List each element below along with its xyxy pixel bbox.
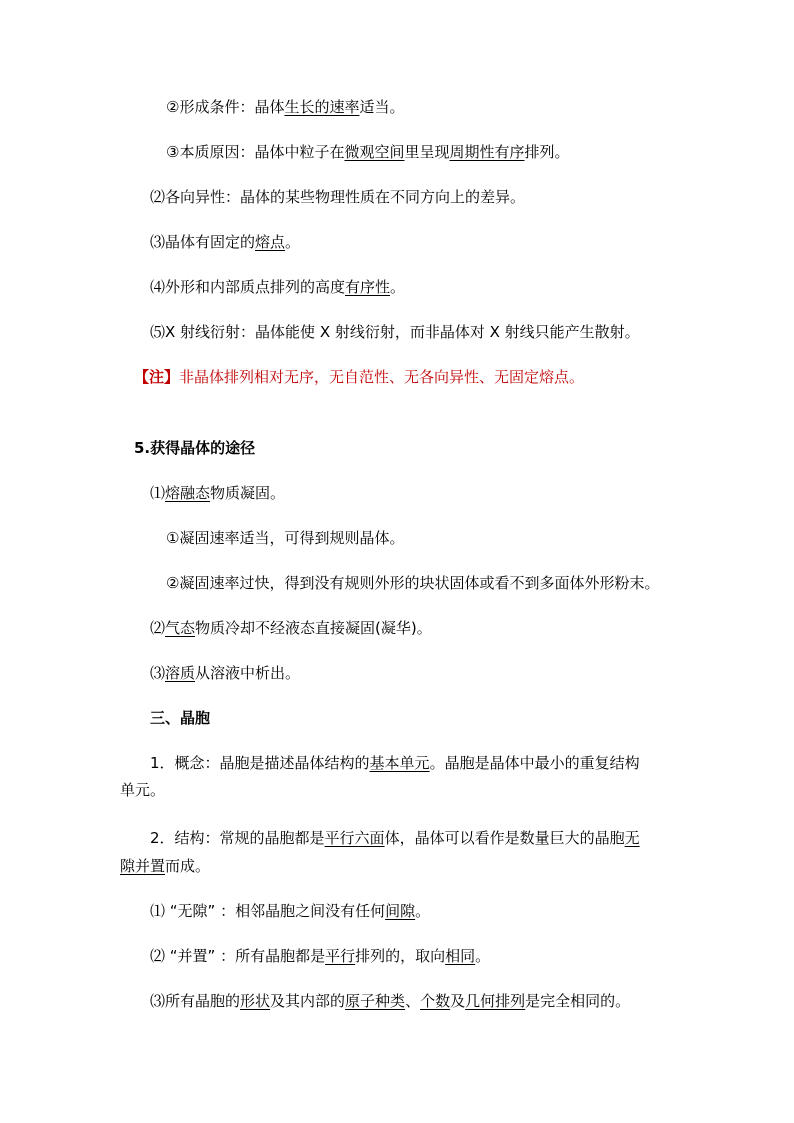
text-line-solute: ⑶溶质从溶液中析出。 [150,664,301,682]
note-line: 【注】非晶体排列相对无序，无自范性、无各向异性、无固定熔点。 [134,368,585,386]
text-line-melt: ⑴熔融态物质凝固。 [150,484,286,502]
text-line-identical: ⑶所有晶胞的形状及其内部的原子种类、个数及几何排列是完全相同的。 [150,992,631,1010]
section-heading-unit-cell: 三、晶胞 [150,709,211,727]
text-line-structure: 2．结构：常规的晶胞都是平行六面体，晶体可以看作是数量巨大的晶胞无 [150,829,640,847]
text-line-concept-cont: 单元。 [120,781,166,799]
note-tag: 【注】 [134,368,180,386]
text-line-melting-point: ⑶晶体有固定的熔点。 [150,233,301,251]
text-line-parallel: ⑵ “并置” ：所有晶胞都是平行排列的，取向相同。 [150,947,491,965]
text-line-no-gap: ⑴ “无隙” ：相邻晶胞之间没有任何间隙。 [150,902,431,920]
text-line-gas: ⑵气态物质冷却不经液态直接凝固(凝华)。 [150,619,432,637]
text-line-concept: 1．概念：晶胞是描述晶体结构的基本单元。晶胞是晶体中最小的重复结构 [150,754,640,772]
text-line-essential-cause: ③本质原因：晶体中粒子在微观空间里呈现周期性有序排列。 [166,143,570,161]
section-heading-obtain-crystals: 5.获得晶体的途径 [134,439,256,457]
text-line-slow-cooling: ①凝固速率适当，可得到规则晶体。 [166,529,405,547]
text-line-order: ⑷外形和内部质点排列的高度有序性。 [150,278,406,296]
text-line-fast-cooling: ②凝固速率过快，得到没有规则外形的块状固体或看不到多面体外形粉末。 [166,574,660,592]
text-line-formation-condition: ②形成条件：晶体生长的速率适当。 [166,98,405,116]
text-line-xray: ⑸X 射线衍射：晶体能使 X 射线衍射，而非晶体对 X 射线只能产生散射。 [150,323,640,341]
text-line-structure-cont: 隙并置而成。 [120,857,211,875]
text-line-anisotropy: ⑵各向异性：晶体的某些物理性质在不同方向上的差异。 [150,188,526,206]
